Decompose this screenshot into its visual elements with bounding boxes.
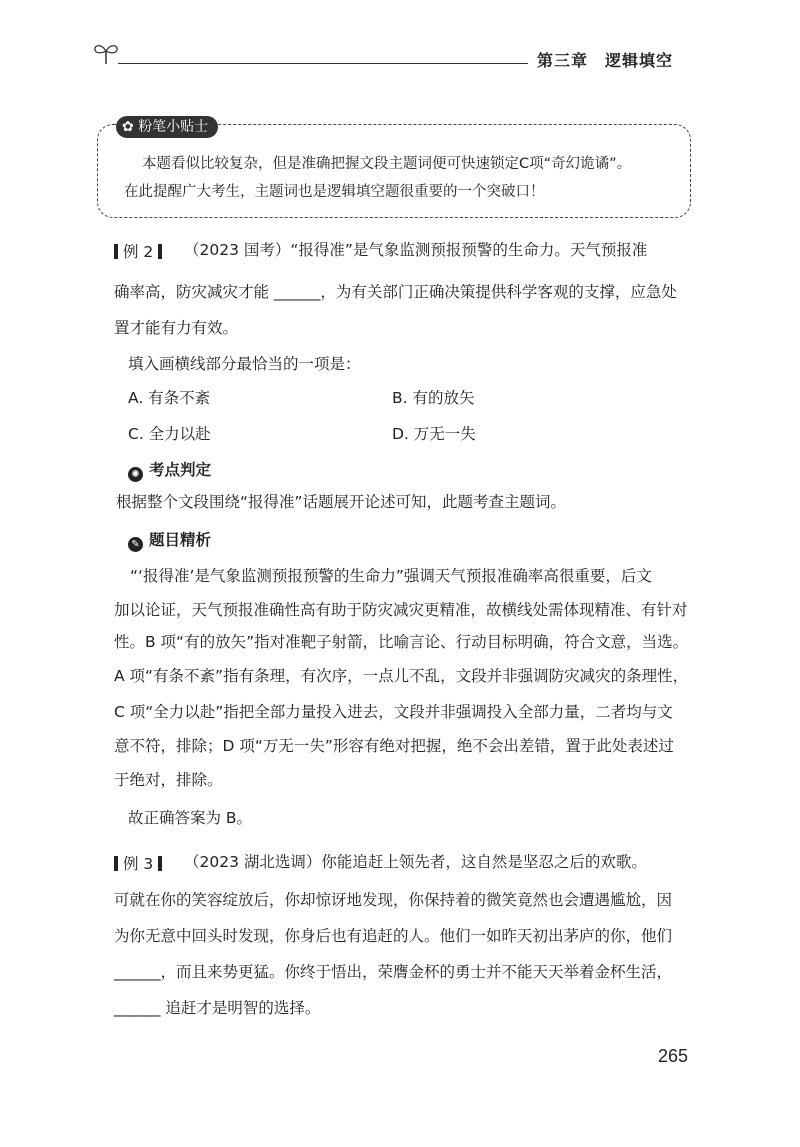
analysis-line-1: “‘报得准’是气象监测预报预警的生命力”强调天气预报准确率高很重要，后文 xyxy=(130,567,652,585)
option-a: A. 有条不紊 xyxy=(128,389,211,407)
sprout-icon: ✿ xyxy=(122,119,139,135)
analysis-line-3: 性。B 项“有的放矢”指对准靶子射箭，比喻言论、行动目标明确，符合文意，当选。 xyxy=(114,633,689,651)
option-c: C. 全力以赴 xyxy=(128,425,211,443)
example-2-label xyxy=(114,240,162,262)
example-3-number: 例 3 xyxy=(122,855,154,873)
section-analysis-title: 题目精析 xyxy=(149,531,212,549)
example-3-line-4: ______，而且来势更猛。你终于悟出，荣膺金杯的勇士并不能天天举着金杯生活， xyxy=(114,963,673,981)
analysis-line-2: 加以论证，天气预报准确性高有助于防灾减灾更精准，故横线处需体现精准、有针对 xyxy=(114,601,688,619)
option-d: D. 万无一失 xyxy=(392,425,476,443)
analysis-line-6: 意不符，排除；D 项“万无一失”形容有绝对把握，绝不会出差错，置于此处表述过 xyxy=(114,737,674,755)
example-3-line-5: ______ 追赶才是明智的选择。 xyxy=(114,999,321,1017)
example-2-line-2: 确率高，防灾减灾才能 ______，为有关部门正确决策提供科学客观的支撑，应急处 xyxy=(114,283,677,301)
bar-marker xyxy=(114,244,118,259)
bar-marker xyxy=(114,856,118,871)
analysis-line-4: A 项“有条不紊”指有条理，有次序，一点儿不乱，文段并非强调防灾减灾的条理性， xyxy=(114,667,689,685)
analysis-line-7: 于绝对，排除。 xyxy=(114,771,223,789)
tip-text-line-1: 本题看似比较复杂，但是准确把握文段主题词便可快速锁定C项“奇幻诡谲”。 xyxy=(142,156,632,172)
header-rule xyxy=(118,63,528,64)
option-b: B. 有的放矢 xyxy=(392,389,475,407)
example-2-number: 例 2 xyxy=(122,243,154,261)
question-prompt: 填入画横线部分最恰当的一项是： xyxy=(128,355,361,373)
tip-text-line-2: 在此提醒广大考生，主题词也是逻辑填空题很重要的一个突破口！ xyxy=(124,184,545,200)
sprout-icon xyxy=(92,40,120,66)
tip-label xyxy=(116,116,218,138)
analysis-line-5: C 项“全力以赴”指把全部力量投入进去，文段并非强调投入全部力量，二者均与文 xyxy=(114,703,673,721)
answer-line: 故正确答案为 B。 xyxy=(128,809,253,827)
page-number: 265 xyxy=(657,1046,688,1066)
example-3-line-1: （2023 湖北选调）你能追赶上领先者，这自然是坚忍之后的欢歌。 xyxy=(184,853,647,871)
tip-label-text: 粉笔小贴士 xyxy=(138,119,209,135)
section-judge-text: 根据整个文段围绕“报得准”话题展开论述可知，此题考查主题词。 xyxy=(116,493,567,511)
bar-marker xyxy=(158,856,162,871)
example-3-label xyxy=(114,852,162,874)
bar-marker xyxy=(158,244,162,259)
pen-icon: ✎ xyxy=(128,537,143,552)
example-3-line-3: 为你无意中回头时发现，你身后也有追赶的人。他们一如昨天初出茅庐的你，他们 xyxy=(114,927,673,945)
example-3-line-2: 可就在你的笑容绽放后，你却惊讶地发现，你保持着的微笑竟然也会遭遇尴尬，因 xyxy=(114,891,673,909)
section-judge-heading xyxy=(128,458,211,482)
section-judge-title: 考点判定 xyxy=(149,461,212,479)
example-2-line-1: （2023 国考）“报得准”是气象监测预报预警的生命力。天气预报准 xyxy=(184,241,648,259)
example-2-line-3: 置才能有力有效。 xyxy=(114,319,239,337)
chapter-title: 第三章 逻辑填空 xyxy=(537,51,674,70)
section-analysis-heading xyxy=(128,528,211,552)
gear-icon: ✺ xyxy=(128,467,143,482)
